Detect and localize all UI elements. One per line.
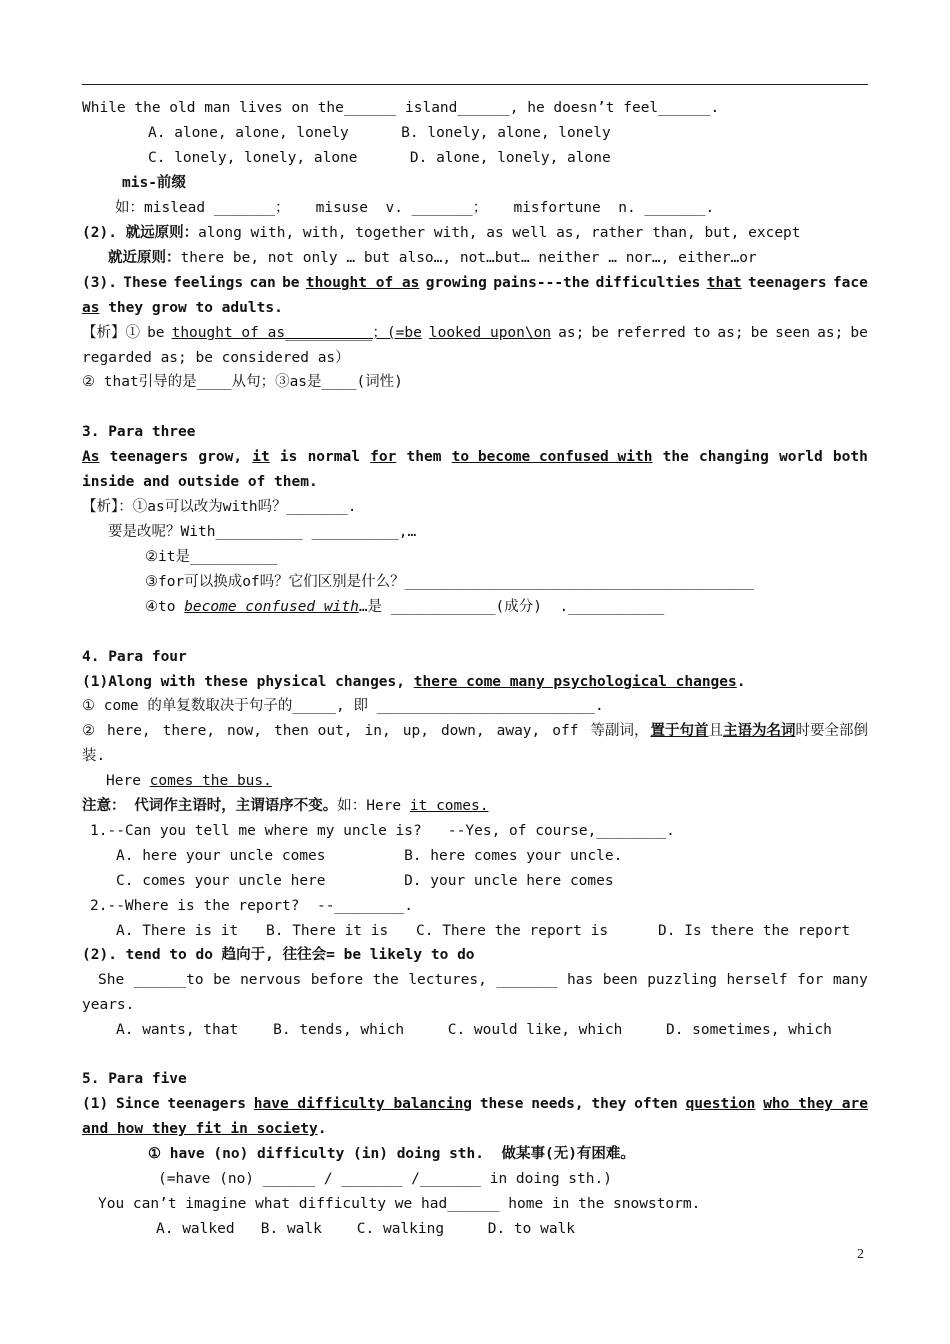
word: (1) (82, 1096, 109, 1112)
word: normal (307, 449, 360, 465)
word: ______to (133, 972, 204, 988)
word: She (98, 972, 125, 988)
word: they (591, 1096, 627, 1112)
word: _______ (496, 972, 558, 988)
word: question (685, 1096, 756, 1112)
word: Here (106, 773, 150, 789)
word: them (406, 449, 442, 465)
word: teenagers (748, 275, 827, 291)
word: be (850, 325, 868, 341)
options-line: C. lonely, lonely, alone D. alone, lonely, alone (148, 150, 611, 166)
question-line: 2.--Where is the report? --________. (90, 898, 414, 914)
word: be (147, 325, 165, 341)
word: (1)Along with these physical changes, (82, 674, 414, 690)
rule-label: 就近原则： (108, 250, 181, 266)
word: it (252, 449, 270, 465)
word: is (279, 449, 298, 465)
word: seen (775, 325, 811, 341)
analysis-line: 【析】：①as可以改为with吗？_______. (82, 499, 357, 515)
word: it comes. (409, 798, 489, 814)
word: pains---the (493, 275, 590, 291)
word: as (82, 300, 100, 316)
word: then out, (273, 723, 353, 739)
word: ④to (145, 599, 185, 615)
word: up, (402, 723, 429, 739)
word: now, (227, 723, 262, 739)
options-line: A. walked B. walk C. walking D. to walk (156, 1221, 576, 1237)
word: teenagers (109, 449, 189, 465)
word: the (372, 972, 399, 988)
option-d: D. Is there the report (658, 923, 851, 939)
word: thought of as (305, 275, 420, 291)
word: 等副词， (590, 723, 649, 739)
sentence-line (82, 1094, 868, 1114)
word: difficulties (595, 275, 701, 291)
word: away, (496, 723, 541, 739)
word: 置于句首 (650, 723, 709, 739)
word: become confused with (184, 599, 359, 615)
section-heading: 3. Para three (82, 424, 196, 440)
analysis-line: (=have (no) ______ / _______ /_______ in doing sth.) (158, 1171, 612, 1187)
question-line (98, 970, 868, 990)
word: as; (558, 325, 585, 341)
word: down, (440, 723, 485, 739)
header-rule (82, 84, 868, 85)
rule-heading: ① have (no) difficulty (in) doing sth. 做某事(无)有困难。 (148, 1146, 635, 1162)
word: and how they fit in society (82, 1121, 318, 1137)
word: be (213, 972, 231, 988)
word: here, (107, 723, 151, 739)
word: referred (615, 325, 686, 341)
sentence-line (82, 672, 745, 692)
analysis-line: ③for可以换成of吗？它们区别是什么？________________________________________ (145, 574, 754, 590)
prefix-heading: mis-前缀 (122, 175, 186, 191)
word: As (82, 449, 100, 465)
word: 如：Here (337, 798, 410, 814)
option-a: A. There is it (116, 923, 239, 939)
example-line (106, 771, 272, 791)
word: there, (162, 723, 216, 739)
word: teenagers (167, 1096, 246, 1112)
word: off (552, 723, 579, 739)
word: herself (726, 972, 788, 988)
word: nervous (240, 972, 302, 988)
word: 且 (708, 723, 723, 739)
word: puzzling (647, 972, 718, 988)
word: 【析】① (82, 325, 140, 341)
word: in, (364, 723, 391, 739)
section-heading: 5. Para five (82, 1071, 187, 1087)
word: to become confused with (451, 449, 653, 465)
rule-heading: (2). tend to do 趋向于, 往往会= be likely to do (82, 947, 475, 963)
word: comes the bus. (149, 773, 272, 789)
sentence-line (82, 298, 283, 318)
rule-text: there be, not only … but also…, not…but… neither … nor…, either…or (180, 250, 757, 266)
word: these (479, 1096, 524, 1112)
word: has (567, 972, 594, 988)
options-line: C. comes your uncle here D. your uncle here comes (116, 873, 614, 889)
word: . (317, 1121, 327, 1137)
word: to (692, 325, 711, 341)
note-label: 注意： 代词作主语时，主谓语序不变。 (82, 798, 338, 814)
word: grow, (198, 449, 243, 465)
sentence-line (82, 447, 868, 467)
rule-label: (2). 就远原则： (82, 225, 199, 241)
question-line: 1.--Can you tell me where my uncle is? --Yes, of course,________. (90, 823, 675, 839)
question-line: years. (82, 997, 135, 1013)
options-line: A. wants, that B. tends, which C. would like, which D. sometimes, which (116, 1022, 832, 1038)
question-line: You can’t imagine what difficulty we had______ home in the snowstorm. (98, 1196, 701, 1212)
word: be (282, 275, 300, 291)
word: as; (817, 325, 844, 341)
analysis-line: 装. (82, 748, 106, 764)
word: needs, (531, 1096, 584, 1112)
sentence-line (82, 1119, 326, 1139)
analysis-line (145, 597, 664, 617)
word: ② (82, 723, 95, 739)
note-line (82, 796, 488, 816)
word: thought of as__________；(=be (171, 325, 422, 341)
word: changing (699, 449, 769, 465)
word: been (602, 972, 638, 988)
word: both (832, 449, 868, 465)
word: who they are (763, 1096, 868, 1112)
analysis-line: ① come 的单复数取决于句子的_____, 即 _________________________. (82, 698, 604, 714)
word: feelings (173, 275, 244, 291)
page-number: 2 (857, 1247, 864, 1262)
rule-line (108, 248, 757, 268)
word: Since (115, 1096, 160, 1112)
example-line: 如：mislead _______； misuse v. _______； misfortune n. _______. (115, 200, 715, 216)
word: These (123, 275, 167, 291)
rule-text: along with, with, together with, as well as, rather than, but, except (198, 225, 801, 241)
word: looked upon\on (428, 325, 552, 341)
word: for (370, 449, 397, 465)
word: face (832, 275, 868, 291)
word: as; (717, 325, 744, 341)
option-c: C. There the report is (416, 923, 609, 939)
word: be (591, 325, 609, 341)
analysis-line: regarded as; be considered as） (82, 350, 350, 366)
word: world (779, 449, 823, 465)
option-b: B. There it is (266, 923, 389, 939)
word: 主语为名词 (722, 723, 796, 739)
analysis-line (82, 323, 868, 343)
word: many (832, 972, 868, 988)
word: be (750, 325, 769, 341)
word: there come many psychological changes (413, 674, 737, 690)
analysis-line (82, 721, 868, 741)
word: have difficulty balancing (253, 1096, 473, 1112)
section-heading: 4. Para four (82, 649, 187, 665)
word: lectures, (408, 972, 487, 988)
word: can (249, 275, 276, 291)
options-line: A. alone, alone, lonely B. lonely, alone, lonely (148, 125, 611, 141)
question-line: While the old man lives on the______ island______, he doesn’t feel______. (82, 100, 720, 116)
analysis-line: ② that引导的是____从句；③as是____(词性) (82, 374, 403, 390)
word: . (736, 674, 746, 690)
word: (3). (82, 275, 117, 291)
word: often (634, 1096, 678, 1112)
analysis-line: ②it是__________ (145, 549, 278, 565)
sentence-line (82, 273, 868, 293)
word: …是 ____________(成分) .___________ (358, 599, 665, 615)
word: that (706, 275, 742, 291)
analysis-line: 要是改呢？With__________ __________,… (108, 524, 417, 540)
rule-line (82, 223, 801, 243)
word: before (310, 972, 364, 988)
word: they grow to adults. (99, 300, 283, 316)
word: 时要全部倒 (795, 723, 868, 739)
options-line: A. here your uncle comes B. here comes your uncle. (116, 848, 623, 864)
word: for (797, 972, 824, 988)
word: the (662, 449, 689, 465)
word: growing (425, 275, 487, 291)
sentence-line: inside and outside of them. (82, 474, 318, 490)
